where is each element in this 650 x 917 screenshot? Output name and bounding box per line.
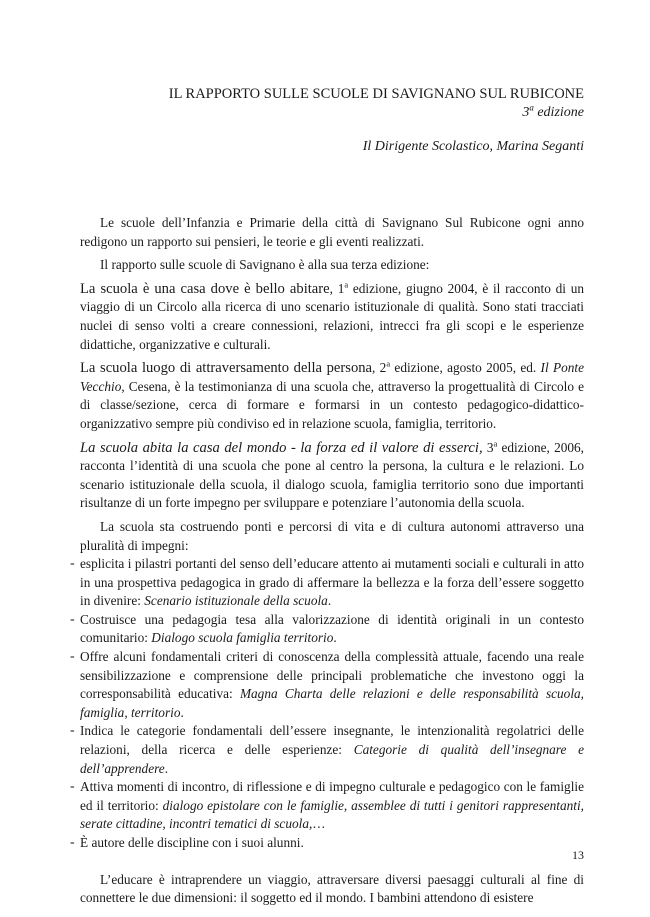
intro-paragraph-2: Il rapporto sulle scuole di Savignano è alla sua terza edizione: xyxy=(100,257,430,273)
commitments-list xyxy=(80,555,584,853)
publisher-name: Il Ponte Vecchio xyxy=(80,360,584,394)
report-title: IL RAPPORTO SULLE SCUOLE DI SAVIGNANO SUL RUBICONE xyxy=(168,86,584,102)
edition-1-title: La scuola è una casa dove è bello abitare xyxy=(80,280,330,297)
closing-paragraph: L’educare è intraprendere un viaggio, attraversare diversi paesaggi culturali al fine di connettere le due dimensioni: il soggetto ed il mondo. I bambini attendono di esistere xyxy=(80,871,584,906)
spacer xyxy=(80,853,584,871)
author-line: Il Dirigente Scolastico, Marina Seganti xyxy=(362,139,584,154)
edition-3-title: La scuola abita la casa del mondo - la forza ed il valore di esserci, xyxy=(80,439,483,456)
list-item: - Indica le categorie fondamentali dell’essere insegnante, le intenzionalità regolatrici delle relazioni, della ricerca e delle esperienze: Categorie di qualità dell’insegnare e dell’apprendere. xyxy=(80,722,584,778)
page-number: 13 xyxy=(572,848,584,862)
edition-2-paragraph: La scuola luogo di attraversamento della persona, 2$^a$ edizione, agosto 2005, ed. Il Ponte Vecchio, Cesena, è la testimonianza di una scuola che, attraverso la progettualità di Circolo e di classe/sezione, cerca di formare e formarsi in un contesto pedagogico-didattico-organizzativo sempre più condiviso ed in relazione scuola, famiglia, territorio. xyxy=(80,358,584,431)
report-header xyxy=(169,84,584,156)
list-item: - Costruisce una pedagogia tesa alla valorizzazione di identità originali in un contesto comunitario: Dialogo scuola famiglia territorio. xyxy=(80,611,584,648)
edition-1-paragraph: La scuola è una casa dove è bello abitare, 1$^a$ edizione, giugno 2004, è il racconto di un viaggio di un Circolo alla ricerca di uno scenario istituzionale di qualità. Sono stati tracciati nuclei di senso volti a creare connessioni, relazioni, intrecci fra gli scopi e le esperienze didattiche, organizzative e culturali. xyxy=(80,279,585,352)
intro-paragraph: Le scuole dell’Infanzia e Primarie della città di Savignano Sul Rubicone ogni anno redigono un rapporto sui pensieri, le teorie e gli eventi realizzati. xyxy=(80,215,584,249)
list-intro: La scuola sta costruendo ponti e percorsi di vita e di cultura autonomi attraverso una pluralità di impegni: xyxy=(80,518,584,553)
edition-3-paragraph: La scuola abita la casa del mondo - la forza ed il valore di esserci, 3$^a$ edizione, 2006, racconta l’identità di una scuola che pone al centro la persona, la cultura e le relazioni. Lo scenario istituzionale della scuola, il dialogo scuola, famiglia territorio sono due importanti risultanze di un forte impegno per sviluppare e potenziare l’autonomia della scuola. xyxy=(80,438,584,511)
list-item: - Offre alcuni fondamentali criteri di conoscenza della complessità attuale, facendo una reale sensibilizzazione e comprensione delle principali problematiche che investono oggi la corresponsabilità educativa: Magna Charta delle relazioni e delle responsabilità scuola, famiglia, territorio. xyxy=(80,648,584,722)
body-text xyxy=(80,214,584,913)
edition-line: 3$^a$ edizione xyxy=(522,102,584,120)
list-item: - esplicita i pilastri portanti del senso dell’educare attento ai mutamenti sociali e culturali in atto in una prospettiva pedagogica in grado di affermare la bellezza e la forza dell’essere soggetto in divenire: Scenario istituzionale della scuola. xyxy=(80,555,584,611)
list-item: - Attiva momenti di incontro, di riflessione e di impegno culturale e pedagogico con le famiglie ed il territorio: dialogo epistolare con le famiglie, assemblee di tutti i genitori rappresentanti, serate cittadine, incontri tematici di scuola,… xyxy=(80,778,584,834)
edition-2-title: La scuola luogo di attraversamento della persona xyxy=(80,360,373,377)
list-item: - È autore delle discipline con i suoi alunni. xyxy=(80,834,584,853)
